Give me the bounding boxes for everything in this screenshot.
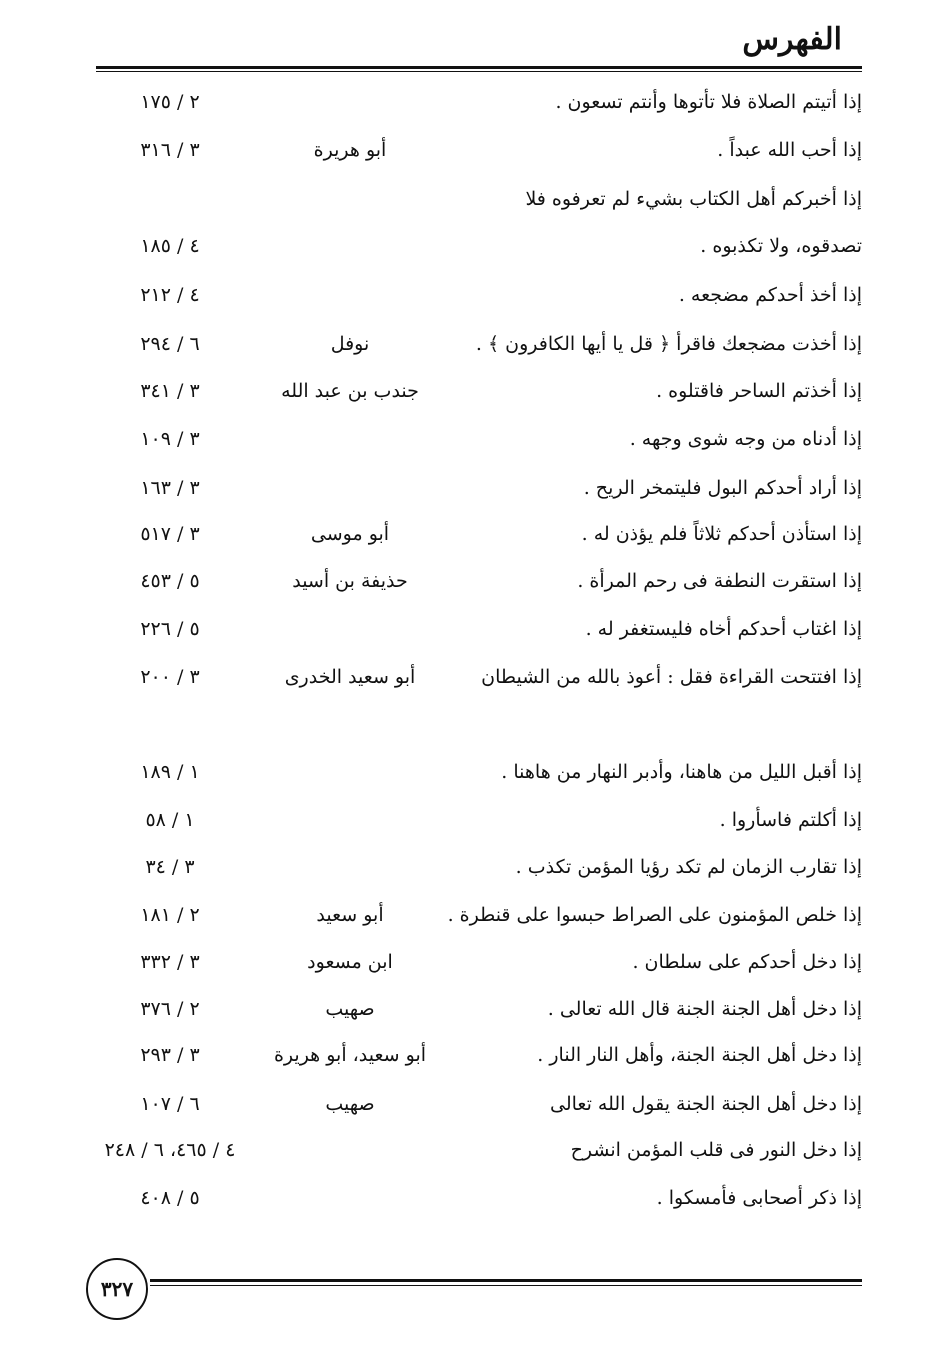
- volume-page-ref: ٢ / ٣٧٦: [140, 998, 200, 1020]
- volume-page-ref: ٤ / ٢١٢: [140, 284, 200, 306]
- index-entry: [0, 657, 930, 697]
- index-entry: [0, 1178, 930, 1218]
- hadith-text: تصدقوه، ولا تكذبوه .: [700, 235, 862, 257]
- index-entry: [0, 371, 930, 411]
- hadith-text: إذا أراد أحدكم البول فليتمخر الريح .: [583, 477, 862, 499]
- hadith-text: إذا خلص المؤمنون على الصراط حبسوا على قنطرة .: [447, 904, 862, 926]
- narrator: ابن مسعود: [307, 951, 393, 973]
- narrator: أبو سعيد: [316, 904, 384, 926]
- index-entry: [0, 468, 930, 508]
- index-entry: [0, 82, 930, 122]
- index-entry: [0, 130, 930, 170]
- hadith-text: إذا دخل أهل الجنة الجنة يقول الله تعالى: [549, 1093, 862, 1115]
- hadith-text: إذا أدناه من وجه شوى وجهه .: [629, 428, 862, 450]
- volume-page-ref: ٣ / ٣٤: [145, 856, 195, 878]
- hadith-text: إذا دخل أهل الجنة الجنة قال الله تعالى .: [547, 998, 862, 1020]
- volume-page-ref: ٣ / ٥١٧: [140, 523, 200, 545]
- narrator: أبو سعيد، أبو هريرة: [273, 1044, 427, 1066]
- index-entry: [0, 226, 930, 266]
- volume-page-ref: ٣ / ١٦٣: [140, 477, 200, 499]
- index-entry: [0, 1084, 930, 1124]
- narrator: صهيب: [325, 1093, 375, 1115]
- narrator: أبو هريرة: [313, 139, 387, 161]
- narrator: أبو سعيد الخدرى: [284, 666, 416, 688]
- narrator: أبو موسى: [310, 523, 390, 545]
- volume-page-ref: ٦ / ١٠٧: [140, 1093, 200, 1115]
- volume-page-ref: ٣ / ٣٣٢: [140, 951, 200, 973]
- index-entry: [0, 1130, 930, 1170]
- hadith-text: إذا استقرت النطفة فى رحم المرأة .: [577, 570, 862, 592]
- hadith-text: إذا اغتاب أحدكم أخاه فليستغفر له .: [585, 618, 862, 640]
- volume-page-ref: ٢ / ١٧٥: [140, 91, 200, 113]
- volume-page-ref: ٥ / ٤٥٣: [140, 570, 200, 592]
- volume-page-ref: ٥ / ٤٠٨: [140, 1187, 200, 1209]
- index-entry: [0, 895, 930, 935]
- volume-page-ref: ٥ / ٢٢٦: [140, 618, 200, 640]
- index-entry: [0, 800, 930, 840]
- hadith-text: إذا افتتحت القراءة فقل : أعوذ بالله من الشيطان: [481, 666, 862, 688]
- hadith-text: إذا تقارب الزمان لم تكد رؤيا المؤمن تكذب .: [515, 856, 862, 878]
- header-rule-thin: [96, 71, 862, 72]
- index-entry: [0, 989, 930, 1029]
- index-entry: [0, 179, 930, 219]
- index-entry: [0, 609, 930, 649]
- page-number: ٣٢٧: [86, 1258, 148, 1320]
- hadith-text: إذا أخذ أحدكم مضجعه .: [678, 284, 862, 306]
- index-entry: [0, 1035, 930, 1075]
- hadith-text: إذا استأذن أحدكم ثلاثاً فلم يؤذن له .: [581, 523, 862, 545]
- index-entry: [0, 514, 930, 554]
- hadith-text: إذا أحب الله عبداً .: [717, 139, 862, 161]
- hadith-text: إذا دخل أحدكم على سلطان .: [632, 951, 862, 973]
- header-rule-thick: [96, 66, 862, 69]
- volume-page-ref: ٣ / ٢٩٣: [140, 1044, 200, 1066]
- volume-page-ref: ٣ / ١٠٩: [140, 428, 200, 450]
- index-entry: [0, 419, 930, 459]
- index-entry: [0, 275, 930, 315]
- hadith-text: إذا دخل النور فى قلب المؤمن انشرح: [570, 1139, 862, 1161]
- hadith-text: إذا دخل أهل الجنة الجنة، وأهل النار النار .: [537, 1044, 862, 1066]
- narrator: جندب بن عبد الله: [281, 380, 419, 402]
- index-entry: [0, 847, 930, 887]
- hadith-text: إذا أتيتم الصلاة فلا تأتوها وأنتم تسعون .: [555, 91, 862, 113]
- footer-rule-thin: [150, 1285, 862, 1286]
- hadith-text: إذا ذكر أصحابى فأمسكوا .: [656, 1187, 862, 1209]
- volume-page-ref: ٢ / ١٨١: [140, 904, 200, 926]
- hadith-text: إذا أكلتم فاسأروا .: [719, 809, 862, 831]
- volume-page-ref: ٤ / ١٨٥: [140, 235, 200, 257]
- volume-page-ref: ٣ / ٢٠٠: [140, 666, 200, 688]
- hadith-text: إذا أقبل الليل من هاهنا، وأدبر النهار من هاهنا .: [501, 761, 862, 783]
- volume-page-ref: ١ / ١٨٩: [140, 761, 200, 783]
- narrator: نوفل: [330, 333, 370, 355]
- footer-rule-thick: [150, 1279, 862, 1282]
- index-entry: [0, 942, 930, 982]
- narrator: حذيفة بن أسيد: [292, 570, 408, 592]
- narrator: صهيب: [325, 998, 375, 1020]
- volume-page-ref: ٤ / ٤٦٥، ٦ / ٢٤٨: [104, 1139, 236, 1161]
- index-entry: [0, 752, 930, 792]
- hadith-text: إذا أخذتم الساحر فاقتلوه .: [656, 380, 862, 402]
- page-header-title: الفهرس: [742, 22, 842, 57]
- index-entry: [0, 324, 930, 364]
- volume-page-ref: ١ / ٥٨: [145, 809, 195, 831]
- volume-page-ref: ٣ / ٣١٦: [140, 139, 200, 161]
- volume-page-ref: ٦ / ٢٩٤: [140, 333, 200, 355]
- hadith-text: إذا أخبركم أهل الكتاب بشيء لم تعرفوه فلا: [525, 188, 862, 210]
- index-entry: [0, 561, 930, 601]
- volume-page-ref: ٣ / ٣٤١: [140, 380, 200, 402]
- hadith-text: إذا أخذت مضجعك فاقرأ ﴿ قل يا أيها الكافرون ﴾ .: [475, 333, 862, 355]
